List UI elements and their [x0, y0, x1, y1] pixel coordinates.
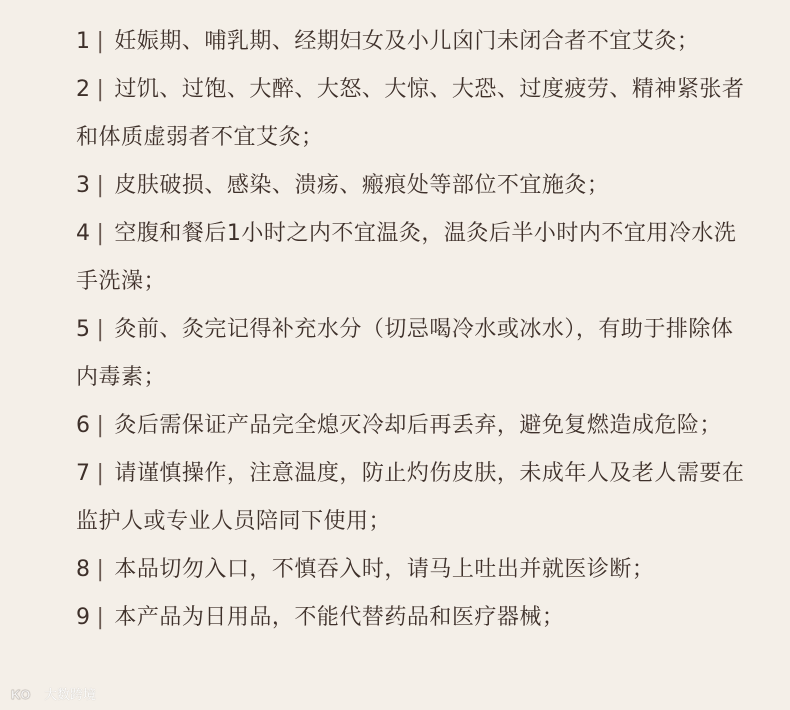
item-number: 3 — [76, 173, 91, 198]
item-number: 8 — [76, 557, 91, 582]
item-text: 空腹和餐后1小时之内不宜温灸，温灸后半小时内不宜用冷水洗手洗澡； — [76, 221, 737, 294]
watermark-text: 大数跨境 — [44, 688, 97, 703]
item-text: 妊娠期、哺乳期、经期妇女及小儿囟门未闭合者不宜艾灸； — [114, 29, 700, 54]
item-number: 4 — [76, 221, 91, 246]
notice-item-5 — [76, 306, 746, 402]
item-text: 本产品为日用品，不能代替药品和医疗器械； — [114, 605, 565, 630]
item-separator: | — [96, 29, 105, 54]
item-separator: | — [96, 317, 105, 342]
item-number: 2 — [76, 77, 91, 102]
item-number: 9 — [76, 605, 91, 630]
item-separator: | — [96, 173, 105, 198]
item-separator: | — [96, 461, 105, 486]
logo-text: KO — [11, 686, 31, 702]
notice-list — [76, 18, 746, 642]
brand-logo-icon — [10, 685, 38, 703]
item-text: 皮肤破损、感染、溃疡、瘢痕处等部位不宜施灸； — [114, 173, 610, 198]
item-separator: | — [96, 221, 105, 246]
notice-item-7 — [76, 450, 746, 546]
item-separator: | — [96, 557, 105, 582]
item-separator: | — [96, 77, 105, 102]
notice-item-8 — [76, 546, 746, 594]
item-text: 灸后需保证产品完全熄灭冷却后再丢弃，避免复燃造成危险； — [114, 413, 722, 438]
item-text: 请谨慎操作，注意温度，防止灼伤皮肤，未成年人及老人需要在监护人或专业人员陪同下使用； — [76, 461, 745, 534]
item-number: 5 — [76, 317, 91, 342]
item-text: 本品切勿入口，不慎吞入时，请马上吐出并就医诊断； — [114, 557, 655, 582]
item-text: 灸前、灸完记得补充水分（切忌喝冷水或冰水），有助于排除体内毒素； — [76, 317, 734, 390]
watermark — [10, 684, 96, 703]
notice-item-4 — [76, 210, 746, 306]
item-number: 7 — [76, 461, 91, 486]
notice-item-6 — [76, 402, 746, 450]
notice-item-1 — [76, 18, 746, 66]
item-number: 6 — [76, 413, 91, 438]
item-number: 1 — [76, 29, 91, 54]
notice-item-2 — [76, 66, 746, 162]
item-text: 过饥、过饱、大醉、大怒、大惊、大恐、过度疲劳、精神紧张者和体质虚弱者不宜艾灸； — [76, 77, 745, 150]
item-separator: | — [96, 413, 105, 438]
notice-item-3 — [76, 162, 746, 210]
notice-item-9 — [76, 594, 746, 642]
item-separator: | — [96, 605, 105, 630]
